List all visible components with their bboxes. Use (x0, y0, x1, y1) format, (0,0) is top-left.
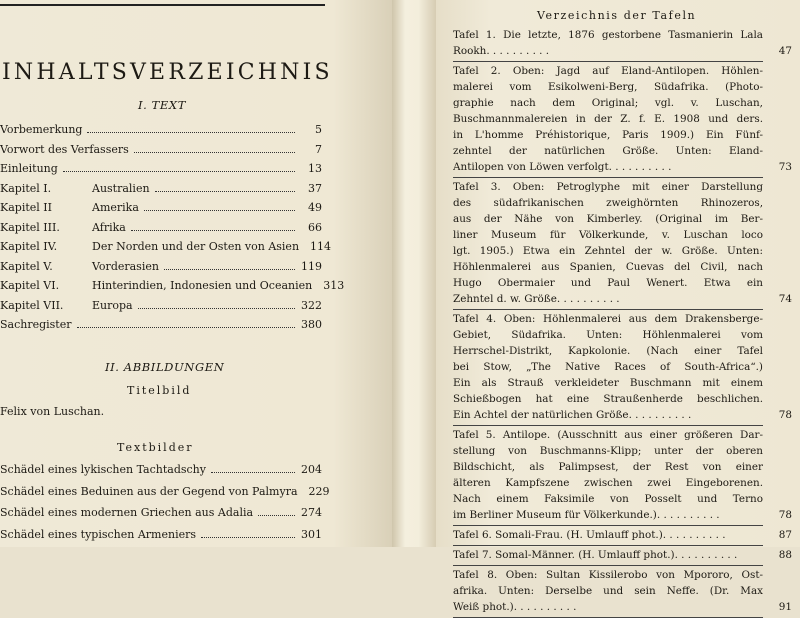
dot-leader: . . . . . . . . . . (608, 161, 672, 173)
plate-divider (453, 61, 763, 62)
textbild-label: Schädel eines lykischen Tachtadschy (0, 463, 206, 476)
plate-text-line (453, 43, 757, 59)
book-gutter (392, 0, 436, 547)
plate-page-number: 47 (778, 45, 792, 57)
plate-text-line: Gebiet, Südafrika. Unten: Höhlenmalerei vom (453, 329, 763, 341)
toc-chapter-title: Vorderasien (92, 259, 159, 273)
dot-leader (201, 536, 295, 538)
plate-text-line: des südafrikanischen zweighörnten Rhinozeros, (453, 197, 763, 209)
toc-chapter-label: Kapitel I. (0, 181, 52, 195)
dot-leader (131, 229, 295, 231)
plate-entry (453, 547, 792, 563)
plate-text: Antilopen von Löwen verfolgt (453, 161, 609, 173)
toc-entry (0, 221, 322, 238)
toc-entry (0, 162, 322, 179)
plate-text-line: älteren Kampfszene zwischen zwei Eingeborenen. (453, 477, 763, 489)
plate-divider (453, 425, 763, 426)
toc-page-number: 313 (323, 279, 345, 292)
toc-entry (0, 299, 322, 316)
toc-label: Vorbemerkung (0, 123, 83, 136)
plate-text-line: Hugo Obermaier und Paul Wenert. Etwa ein (453, 277, 763, 289)
toc-entry (0, 260, 322, 277)
page-title: INHALTSVERZEICHNIS (2, 60, 333, 85)
textbild-label: Schädel eines Beduinen aus der Gegend von Palmyra (0, 484, 298, 498)
plate-page-number: 78 (778, 409, 792, 421)
plate-text-line: Herrschel-Distrikt, Kapkolonie. (Nach einer Tafel (453, 345, 763, 357)
plate-divider (453, 565, 763, 566)
plate-text-line: Nach einem Faksimile von Posselt und Terno (453, 493, 763, 505)
dot-leader (77, 326, 296, 328)
dot-leader (258, 514, 295, 516)
dot-leader (138, 307, 295, 309)
plate-text-line: lgt. 1905.) Etwa ein Zehntel der w. Größe. Unten: (453, 245, 763, 257)
plate-page-number: 88 (778, 549, 792, 561)
plate-text: Ein Achtel der natürlichen Größe (453, 409, 629, 421)
plate-text: Rookh (453, 45, 487, 57)
plate-page-number: 73 (778, 161, 792, 173)
toc-entry (0, 123, 322, 140)
plate-text: Tafel 7. Somal-Männer. (H. Umlauff phot.) (453, 549, 675, 561)
plate-text-line: liner Museum für Völkerkunde, v. Luschan loco (453, 229, 763, 241)
plate-text-line: afrika. Unten: Derselbe und sein Neffe. (Dr. Max (453, 585, 763, 597)
toc-page-number: 66 (308, 220, 322, 234)
section-heading-text: I. TEXT (138, 98, 186, 112)
plate-text-line (453, 507, 757, 523)
textbild-entry (0, 506, 322, 523)
plate-text-line: Tafel 8. Oben: Sultan Kissilerobo von Mpororo, Ost- (453, 569, 763, 581)
plate-text-line: Tafel 4. Oben: Höhlenmalerei aus dem Drakensberge- (453, 313, 763, 325)
plate-text: Tafel 6. Somali-Frau. (H. Umlauff phot.) (453, 529, 663, 541)
dot-leader: . . . . . . . . . . (656, 509, 720, 521)
plate-text-line: Bildschicht, als Palimpsest, der Rest von einer (453, 461, 763, 473)
titelbild-heading: Titelbild (127, 384, 192, 397)
plate-text-line: bei Stow, „The Native Races of South-Africa“.) (453, 361, 763, 373)
dot-leader: . . . . . . . . . . (486, 45, 550, 57)
dot-leader: . . . . . . . . . . (513, 601, 577, 613)
plate-text-line: aus der Nähe von Kimberley. (Original im Ber- (453, 213, 763, 225)
dot-leader: . . . . . . . . . . (662, 529, 726, 541)
textbild-page-number: 204 (301, 463, 322, 476)
plate-text-line: zehntel der natürlichen Größe. Unten: Eland- (453, 145, 763, 157)
toc-page-number: 7 (315, 142, 322, 156)
plate-text-line: malerei vom Esikolweni-Berg, Südafrika. (Photo- (453, 81, 763, 93)
plate-text-line: Ein als Strauß verkleideter Buschmann mit einem (453, 377, 763, 389)
toc-chapter-title: Afrika (92, 220, 126, 234)
textbild-entry (0, 528, 322, 545)
textbild-page-number: 274 (301, 506, 322, 519)
toc-chapter-label: Kapitel IV. (0, 240, 58, 253)
plate-text-line: Buschmannmalereien in der Z. f. E. 1908 und ders. (453, 113, 763, 125)
dot-leader (87, 131, 295, 133)
textbilder-heading: Textbilder (117, 441, 194, 454)
toc-chapter-title: Amerika (92, 201, 139, 214)
toc-page-number: 119 (301, 259, 322, 273)
plate-text: Zehntel d. w. Größe (453, 293, 557, 305)
plate-divider (453, 545, 763, 546)
plate-text-line: Tafel 5. Antilope. (Ausschnitt aus einer größeren Dar- (453, 429, 763, 441)
plate-text-line: Tafel 3. Oben: Petroglyphe mit einer Darstellung (453, 181, 763, 193)
plate-page-number: 74 (778, 293, 792, 305)
plate-text-line: graphie nach dem Original; vgl. v. Luschan, (453, 97, 763, 109)
plate-text-line (453, 407, 757, 423)
plate-text-line: stellung von Buschmanns-Klipp; unter der oberen (453, 445, 763, 457)
plate-page-number: 91 (778, 601, 792, 613)
plate-text-line: Schießbogen hat eine Straußenherde beschlichen. (453, 393, 763, 405)
plate-text-line: Höhlenmalerei aus Spanien, Cuevas del Civil, nach (453, 261, 763, 273)
textbild-page-number: 301 (301, 527, 322, 541)
plate-text-line (453, 547, 757, 563)
toc-label: Sachregister (0, 318, 72, 331)
toc-page-number: 322 (301, 298, 322, 312)
textbild-entry (0, 484, 330, 502)
dot-leader (211, 471, 295, 473)
toc-page-number: 13 (308, 162, 322, 175)
plate-divider (453, 525, 763, 526)
plate-text-line: Tafel 2. Oben: Jagd auf Eland-Antilopen. Höhlen- (453, 65, 763, 77)
dot-leader (134, 151, 295, 153)
section-heading-illustrations: II. ABBILDUNGEN (105, 360, 225, 374)
toc-chapter-title: Europa (92, 298, 133, 312)
dot-leader: . . . . . . . . . . (674, 549, 738, 561)
toc-entry (0, 318, 322, 335)
plate-text: Weiß phot.) (453, 601, 514, 613)
toc-entry (0, 182, 322, 199)
toc-page-number: 380 (301, 318, 322, 331)
toc-entry (0, 143, 322, 160)
plate-page-number: 78 (778, 509, 792, 521)
toc-page-number: 5 (315, 123, 322, 136)
dot-leader: . . . . . . . . . . (556, 293, 620, 305)
toc-entry (0, 240, 332, 257)
toc-chapter-title: Australien (92, 181, 150, 195)
toc-page-number: 49 (308, 201, 322, 214)
plate-text-line (453, 159, 757, 175)
toc-label: Einleitung (0, 162, 58, 175)
dot-leader (164, 268, 295, 270)
plate-text-line (453, 527, 757, 543)
plate-text-line: in L'homme Préhistorique, Paris 1909.) Ein Fünf- (453, 129, 763, 141)
plate-divider (453, 309, 763, 310)
toc-page-number: 114 (310, 240, 332, 253)
textbild-label: Schädel eines typischen Armeniers (0, 527, 197, 541)
dot-leader: . . . . . . . . . . (628, 409, 692, 421)
top-rule (0, 4, 325, 6)
dot-leader (144, 209, 295, 211)
plate-divider (453, 177, 763, 178)
toc-label: Vorwort des Verfassers (0, 142, 129, 156)
plate-page-number: 87 (778, 529, 792, 541)
plate-entry (453, 63, 792, 175)
textbild-entry (0, 463, 322, 480)
toc-chapter-label: Kapitel VII. (0, 298, 64, 312)
plates-title: Verzeichnis der Tafeln (537, 9, 697, 22)
toc-chapter-label: Kapitel VI. (0, 279, 60, 292)
plate-entry (453, 179, 792, 307)
textbild-label: Schädel eines modernen Griechen aus Adalia (0, 506, 254, 519)
toc-entry (0, 279, 345, 296)
dot-leader (63, 170, 295, 172)
toc-chapter-title: Hinterindien, Indonesien und Oceanien (92, 279, 313, 292)
dot-leader (155, 190, 295, 192)
plate-text-line (453, 291, 757, 307)
toc-chapter-title: Der Norden und der Osten von Asien (92, 240, 300, 253)
left-page (0, 0, 392, 547)
toc-page-number: 37 (308, 181, 322, 195)
plate-text: im Berliner Museum für Völkerkunde.) (453, 509, 657, 521)
toc-entry (0, 201, 322, 218)
textbild-page-number: 229 (308, 484, 330, 498)
plate-text-line: Tafel 1. Die letzte, 1876 gestorbene Tasmanierin Lala (453, 29, 763, 41)
toc-chapter-label: Kapitel V. (0, 259, 53, 273)
plate-text-line (453, 599, 757, 615)
toc-chapter-label: Kapitel II (0, 201, 52, 214)
plate-entry (453, 311, 792, 423)
plate-entry (453, 27, 792, 59)
titelbild-name: Felix von Luschan. (0, 405, 105, 418)
toc-chapter-label: Kapitel III. (0, 220, 60, 234)
plate-entry (453, 527, 792, 543)
plate-entry (453, 427, 792, 523)
plate-entry (453, 567, 792, 615)
